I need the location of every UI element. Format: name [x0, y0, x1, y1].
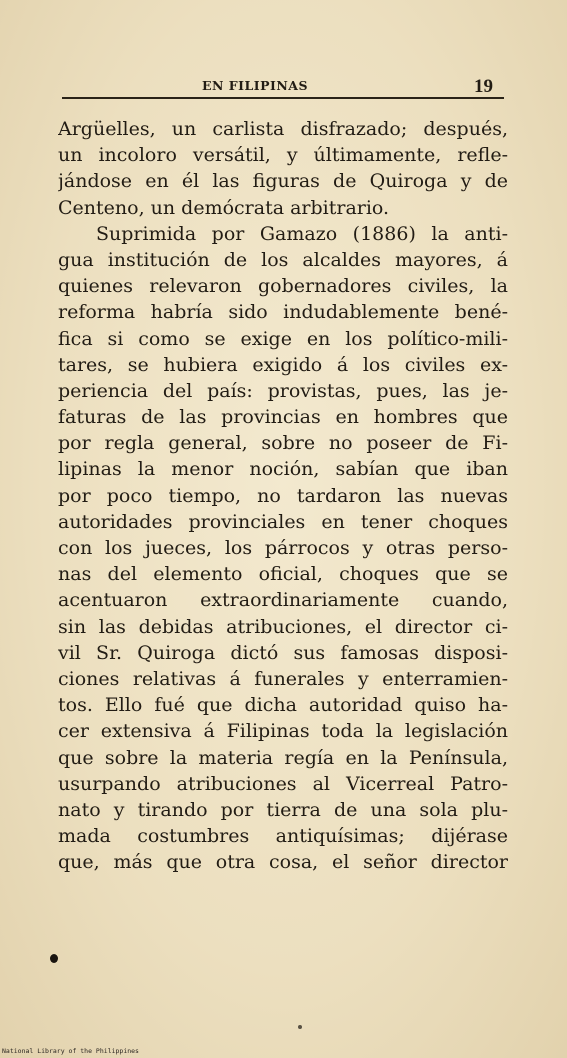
text-line: Argüelles, un carlista disfrazado; después,	[58, 118, 508, 140]
text-line: jándose en él las figuras de Quiroga y de	[58, 170, 508, 193]
text-line: con los jueces, los párrocos y otras perso-	[58, 537, 508, 559]
text-line: tares, se hubiera exigido á los civiles ex-	[58, 353, 508, 376]
text-line: nato y tirando por tierra de una sola plu-	[58, 798, 508, 821]
text-line: nas del elemento oficial, choques que se	[58, 563, 508, 586]
text-line: autoridades provinciales en tener choques	[58, 510, 508, 533]
ink-spot	[298, 1025, 302, 1029]
text-line: Suprimida por Gamazo (1886) la anti-	[96, 222, 508, 245]
text-line: gua institución de los alcaldes mayores, á	[58, 248, 508, 271]
text-line: sin las debidas atribuciones, el director ci-	[58, 615, 508, 638]
text-line: periencia del país: provistas, pues, las je-	[58, 379, 508, 402]
ink-spot	[50, 954, 58, 963]
running-title: EN FILIPINAS	[201, 78, 309, 93]
text-line: cer extensiva á Filipinas toda la legislación	[58, 720, 508, 743]
page-number: 19	[474, 76, 493, 97]
text-line: Centeno, un demócrata arbitrario.	[58, 196, 390, 219]
text-line: quienes relevaron gobernadores civiles, la	[58, 275, 508, 298]
text-line: fica si como se exige en los político-mili-	[58, 327, 508, 350]
scan-credit: National Library of the Philippines	[2, 1047, 139, 1055]
text-line: usurpando atribuciones al Vicerreal Patro-	[58, 772, 508, 795]
text-line: acentuaron extraordinariamente cuando,	[58, 589, 508, 612]
body-text	[58, 116, 508, 875]
text-line: vil Sr. Quiroga dictó sus famosas disposi-	[58, 641, 508, 664]
text-line: ciones relativas á funerales y enterramien-	[58, 667, 508, 690]
text-line: un incoloro versátil, y últimamente, refle-	[58, 144, 508, 167]
text-line: lipinas la menor noción, sabían que iban	[58, 458, 508, 481]
text-line: faturas de las provincias en hombres que	[58, 406, 508, 429]
text-line: por regla general, sobre no poseer de Fi-	[58, 432, 508, 455]
text-line: mada costumbres antiquísimas; dijérase	[58, 825, 508, 848]
text-line: que sobre la materia regía en la Península,	[58, 746, 508, 769]
text-line: por poco tiempo, no tardaron las nuevas	[58, 484, 508, 507]
text-line: tos. Ello fué que dicha autoridad quiso ha-	[58, 694, 508, 717]
text-line: reforma habría sido indudablemente bené-	[58, 301, 508, 324]
text-line: que, más que otra cosa, el señor director	[58, 851, 508, 874]
header-rule	[62, 97, 504, 99]
